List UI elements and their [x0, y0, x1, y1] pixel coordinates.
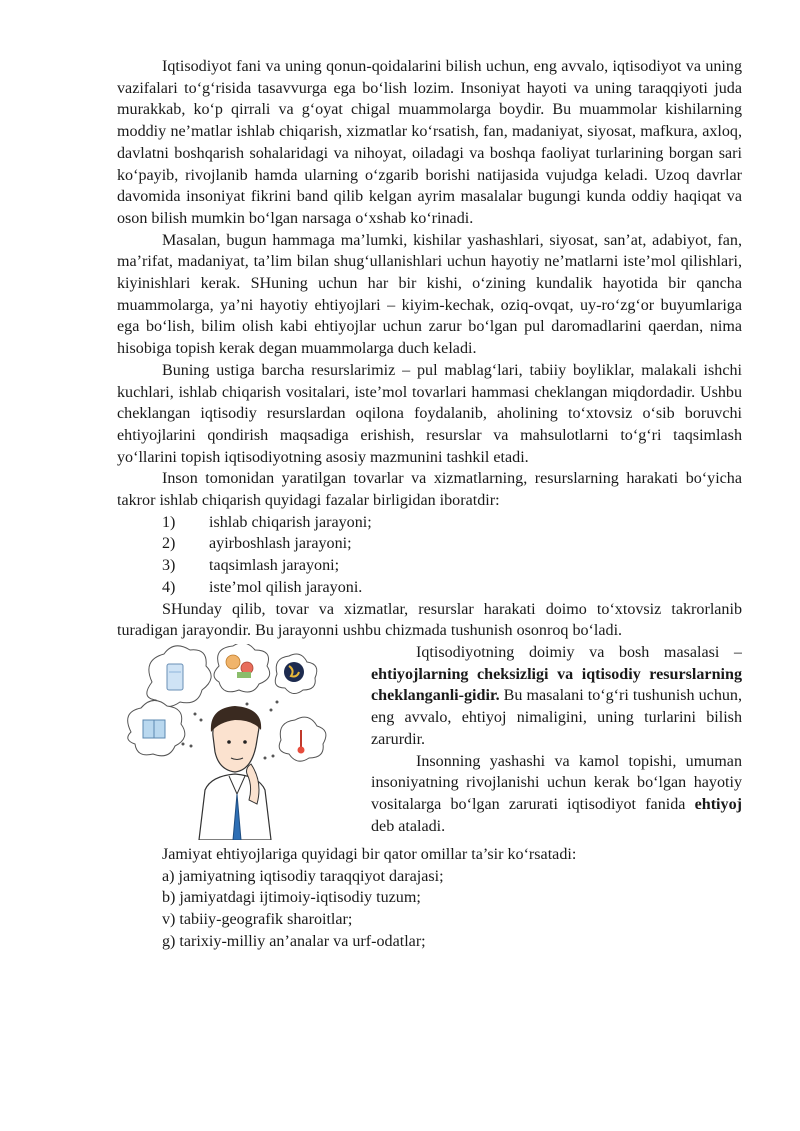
list-item: a) jamiyatning iqtisodiy taraqqiyot darajasi; — [162, 867, 444, 885]
globe-icon — [275, 654, 317, 694]
paragraph-2: Masalan, bugun hammaga ma’lumki, kishilar yashashlari, siyosat, san’at, adabiyot, fan, ma’rifat, madaniyat, ta’lim bilan shug‘ullanishlari uchun hayotiy ne’matlarni iste’mol qilishlari, kiyinishlari kerak. SHuning uchun har bir kishi, o‘zining kundalik hayotida bir qancha muammolarga, ya’ni hayotiy ehtiyojlari – kiyim-kechak, oziq-ovqat, uy-ro‘zg‘or buyumlariga ega bo‘lish, bilim olish kabi ehtiyojlar uchun zarur bo‘lgan pul daromadlarini qaerdan, nima hisobiga topish kerak degan muammolarga duch keladi. — [117, 231, 742, 358]
list-item: b) jamiyatdagi ijtimoiy-iqtisodiy tuzum; — [162, 889, 421, 907]
food-icon — [214, 644, 270, 692]
factors-list — [117, 866, 742, 953]
paragraph-3: Buning ustiga barcha resurslarimiz – pul mablag‘lari, tabiiy boyliklar, malakali ishchi kuchlari, ishlab chiqarish vositalari, iste’mol tovarlari hammasi cheklangan miqdordadir. Ushbu cheklangan iqtisodiy resurslardan oqilona foydalanib, aholining to‘xtovsiz o‘sib boruvchi ehtiyojlarini qondirish maqsadiga erishish, resurslar va mahsulotlarni to‘g‘ri taqsimlash yo‘llarini topish iqtisodiyotning asosiy mazmunini tashkil etadi. — [117, 361, 742, 466]
gift-icon — [128, 700, 185, 755]
paragraph-6: Iqtisodiyotning doimiy va bosh masalasi – ehtiyojlarning cheksizligi va iqtisodiy resurslarning cheklanganli-gidir. Bu masalani to‘g‘ri tushunish uchun, eng avvalo, ehtiyoj nimaligini, uning turlarini bilish zarurdir. — [371, 643, 742, 748]
paragraph-5: SHunday qilib, tovar va xizmatlar, resurslar harakati doimo to‘xtovsiz takrorlanib turadigan jarayondir. Bu jarayonni ushbu chizmada tushunish osonroq bo‘ladi. — [117, 600, 742, 640]
term-ehtiyoj: ehtiyoj — [694, 795, 742, 813]
paragraph-1: Iqtisodiyot fani va uning qonun-qoidalarini bilish uchun, eng avvalo, iqtisodiyot va uning vazifalari to‘g‘risida tasavvurga ega bo‘lish lozim. Insoniyat hayoti va uning taraqqiyoti juda murakkab, ko‘p qirrali va g‘oyat chigal muammolarga boydir. Bu muammolar kishilarning moddiy ne’matlar ishlab chiqarish, xizmatlar ko‘rsatish, fan, madaniyat, siyosat, mafkura, axloq, davlatni boshqarish sohalaridagi va nihoyat, oiladagi va boshqa faoliyat turlarining borgan sari ko‘payib, rivojlanib hamda ularning o‘zgarib borishi natijasida vujudga keladi. Uzoq davrlar davomida insoniyat fikrini band qilib kelgan ayrim masalalar bugungi kunda oddiy haqiqat va oson bilish mumkin bo‘lgan narsaga o‘xshab ko‘rinadi. — [117, 58, 742, 227]
phases-list — [117, 512, 742, 599]
figure-text-block — [117, 642, 742, 844]
paragraph-7: Insonning yashashi va kamol topishi, umuman insoniyatning rivojlanishi uchun kerak bo‘lgan hayotiy vositalarga bo‘lgan zarurati iqtisodiyot fanida ehtiyoj deb ataladi. — [371, 752, 742, 835]
list-item: 4) iste’mol qilish jarayoni. — [162, 578, 363, 596]
paragraph-8: Jamiyat ehtiyojlariga quyidagi bir qator omillar ta’sir ko‘rsatadi: — [162, 845, 577, 863]
list-item: g) tarixiy-milliy an’analar va urf-odatlar; — [162, 932, 426, 950]
glass-icon — [147, 646, 211, 707]
key-problem-text: ehtiyojlarning cheksizligi va iqtisodiy resurslarning cheklanganli-gidir. — [371, 665, 742, 705]
list-item: 1) ishlab chiqarish jarayoni; — [162, 513, 372, 531]
paragraph-4: Inson tomonidan yaratilgan tovarlar va xizmatlarning, resurslarning harakati bo‘yicha takror ishlab chiqarish quyidagi fazalar birligidan iboratdir: — [117, 470, 742, 510]
lightbulb-icon — [279, 717, 326, 761]
document-page — [117, 56, 742, 953]
thinking-man-illustration — [117, 644, 367, 844]
list-item: v) tabiiy-geografik sharoitlar; — [162, 911, 353, 929]
list-item: 2) ayirboshlash jarayoni; — [162, 535, 352, 553]
man-icon — [199, 706, 271, 840]
list-item: 3) taqsimlash jarayoni; — [162, 557, 340, 575]
